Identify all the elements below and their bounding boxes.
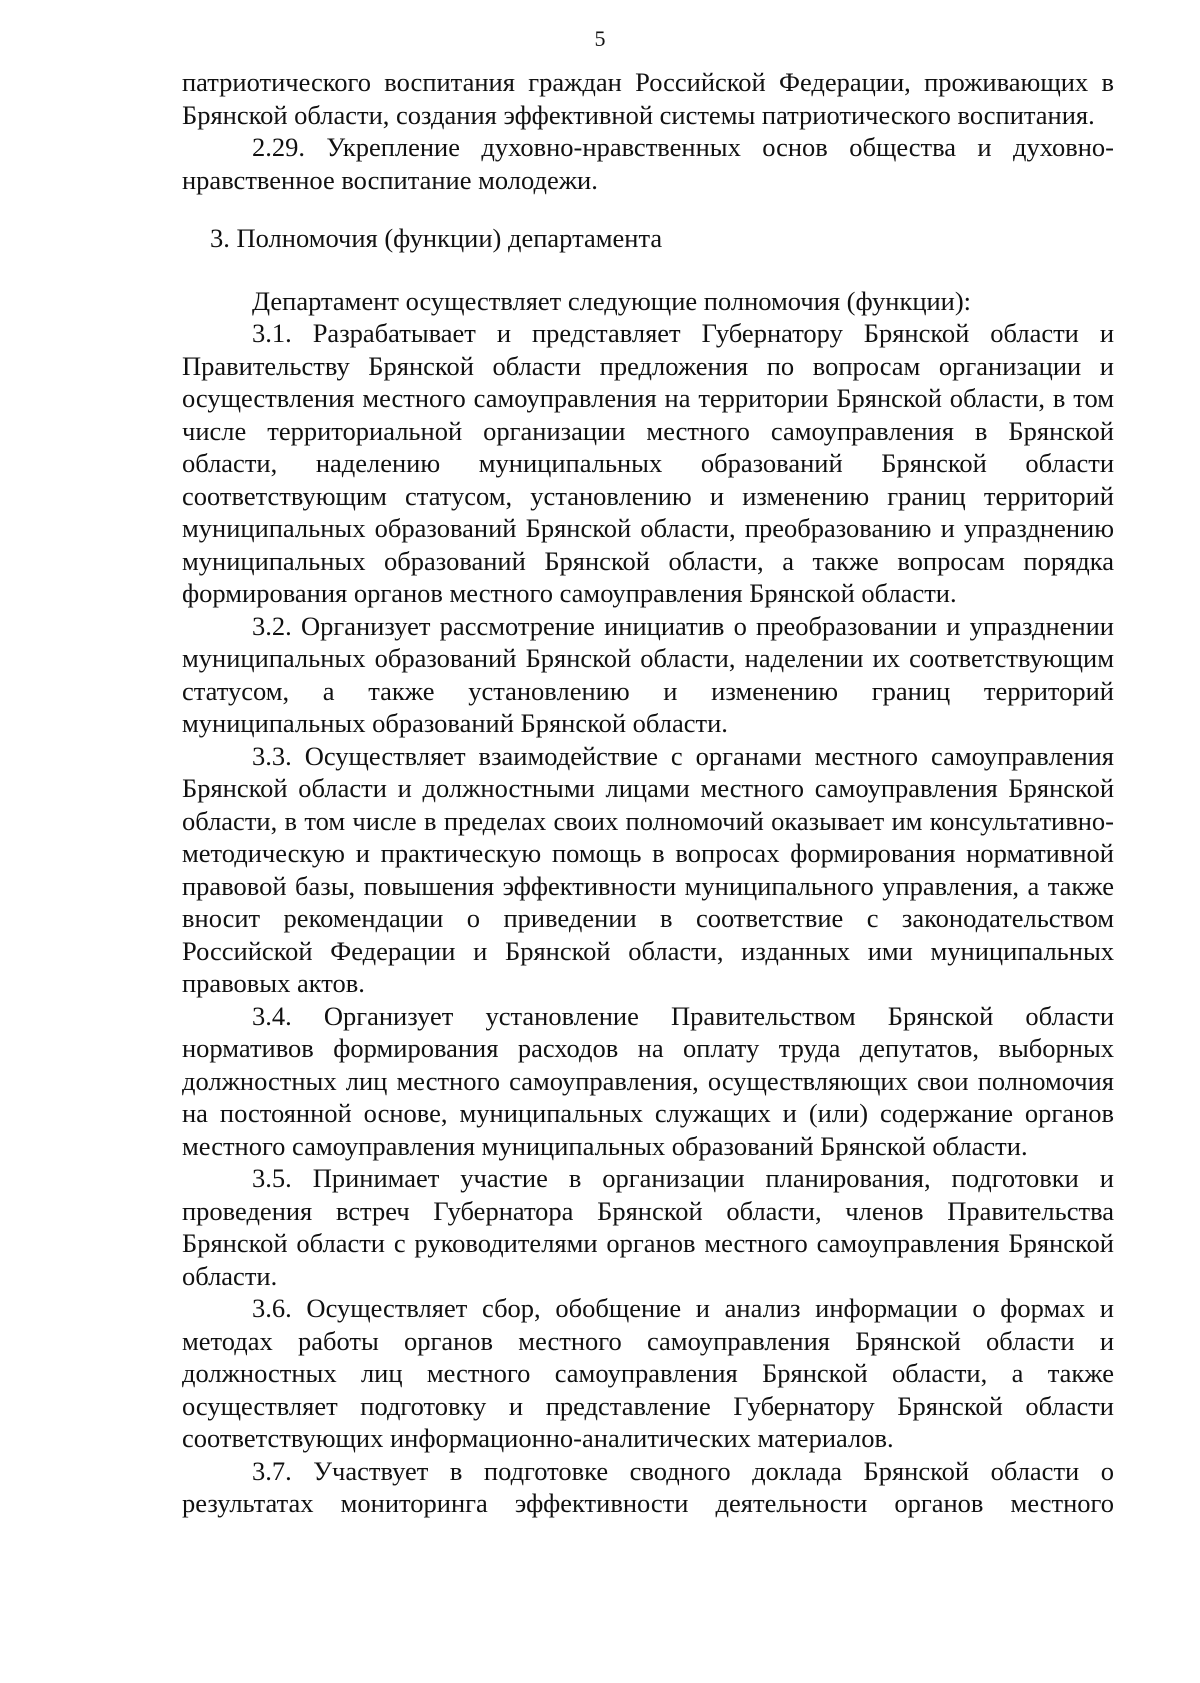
document-body bbox=[182, 66, 1114, 1520]
item-3-6-paragraph: 3.6. Осуществляет сбор, обобщение и анализ информации о формах и методах работы органов местного самоуправления Брянской области и должностных лиц местного самоуправления Брянской области, а также осуществляет подготовку и представление Губернатору Брянской области соответствующих информационно-аналитических материалов. bbox=[182, 1293, 1114, 1453]
item-3-7-paragraph: 3.7. Участвует в подготовке сводного доклада Брянской области о результатах мониторинга эффективности деятельности органов местного bbox=[182, 1455, 1114, 1518]
item-3-3-paragraph: 3.3. Осуществляет взаимодействие с органами местного самоуправления Брянской области и должностными лицами местного самоуправления Брянской области, в том числе в пределах своих полномочий оказывает им консультативно-методическую и практическую помощь в вопросах формирования нормативной правовой базы, повышения эффективности муниципального управления, а также вносит рекомендации о приведении в соответствие с законодательством Российской Федерации и Брянской области, изданных ими муниципальных правовых актов. bbox=[182, 740, 1114, 998]
item-3-1-paragraph: 3.1. Разрабатывает и представляет Губернатору Брянской области и Правительству Брянской области предложения по вопросам организации и осуществления местного самоуправления на территории Брянской области, в том числе территориальной организации местного самоуправления в Брянской области, наделению муниципальных образований Брянской области соответствующим статусом, установлению и изменению границ территорий муниципальных образований Брянской области, преобразованию и упразднению муниципальных образований Брянской области, а также вопросам порядка формирования органов местного самоуправления Брянской области. bbox=[182, 318, 1114, 608]
item-2-29-paragraph: 2.29. Укрепление духовно-нравственных основ общества и духовно-нравственное воспитание молодежи. bbox=[182, 132, 1114, 195]
item-3-2-paragraph: 3.2. Организует рассмотрение инициатив о преобразовании и упразднении муниципальных образований Брянской области, наделении их соответствующим статусом, а также установлению и изменению границ территорий муниципальных образований Брянской области. bbox=[182, 610, 1114, 738]
section-3-heading: 3. Полномочия (функции) департамента bbox=[210, 223, 663, 253]
item-3-4-paragraph: 3.4. Организует установление Правительством Брянской области нормативов формирования расходов на оплату труда депутатов, выборных должностных лиц местного самоуправления, осуществляющих свои полномочия на постоянной основе, муниципальных служащих и (или) содержание органов местного самоуправления муниципальных образований Брянской области. bbox=[182, 1000, 1114, 1161]
page-number: 5 bbox=[594, 26, 606, 51]
section-3-lead-paragraph: Департамент осуществляет следующие полномочия (функции): bbox=[252, 285, 972, 316]
item-3-5-paragraph: 3.5. Принимает участие в организации планирования, подготовки и проведения встреч Губернатора Брянской области, членов Правительства Брянской области с руководителями органов местного самоуправления Брянской области. bbox=[182, 1163, 1114, 1291]
intro-continuation-paragraph: патриотического воспитания граждан Российской Федерации, проживающих в Брянской области, создания эффективной системы патриотического воспитания. bbox=[182, 67, 1114, 130]
